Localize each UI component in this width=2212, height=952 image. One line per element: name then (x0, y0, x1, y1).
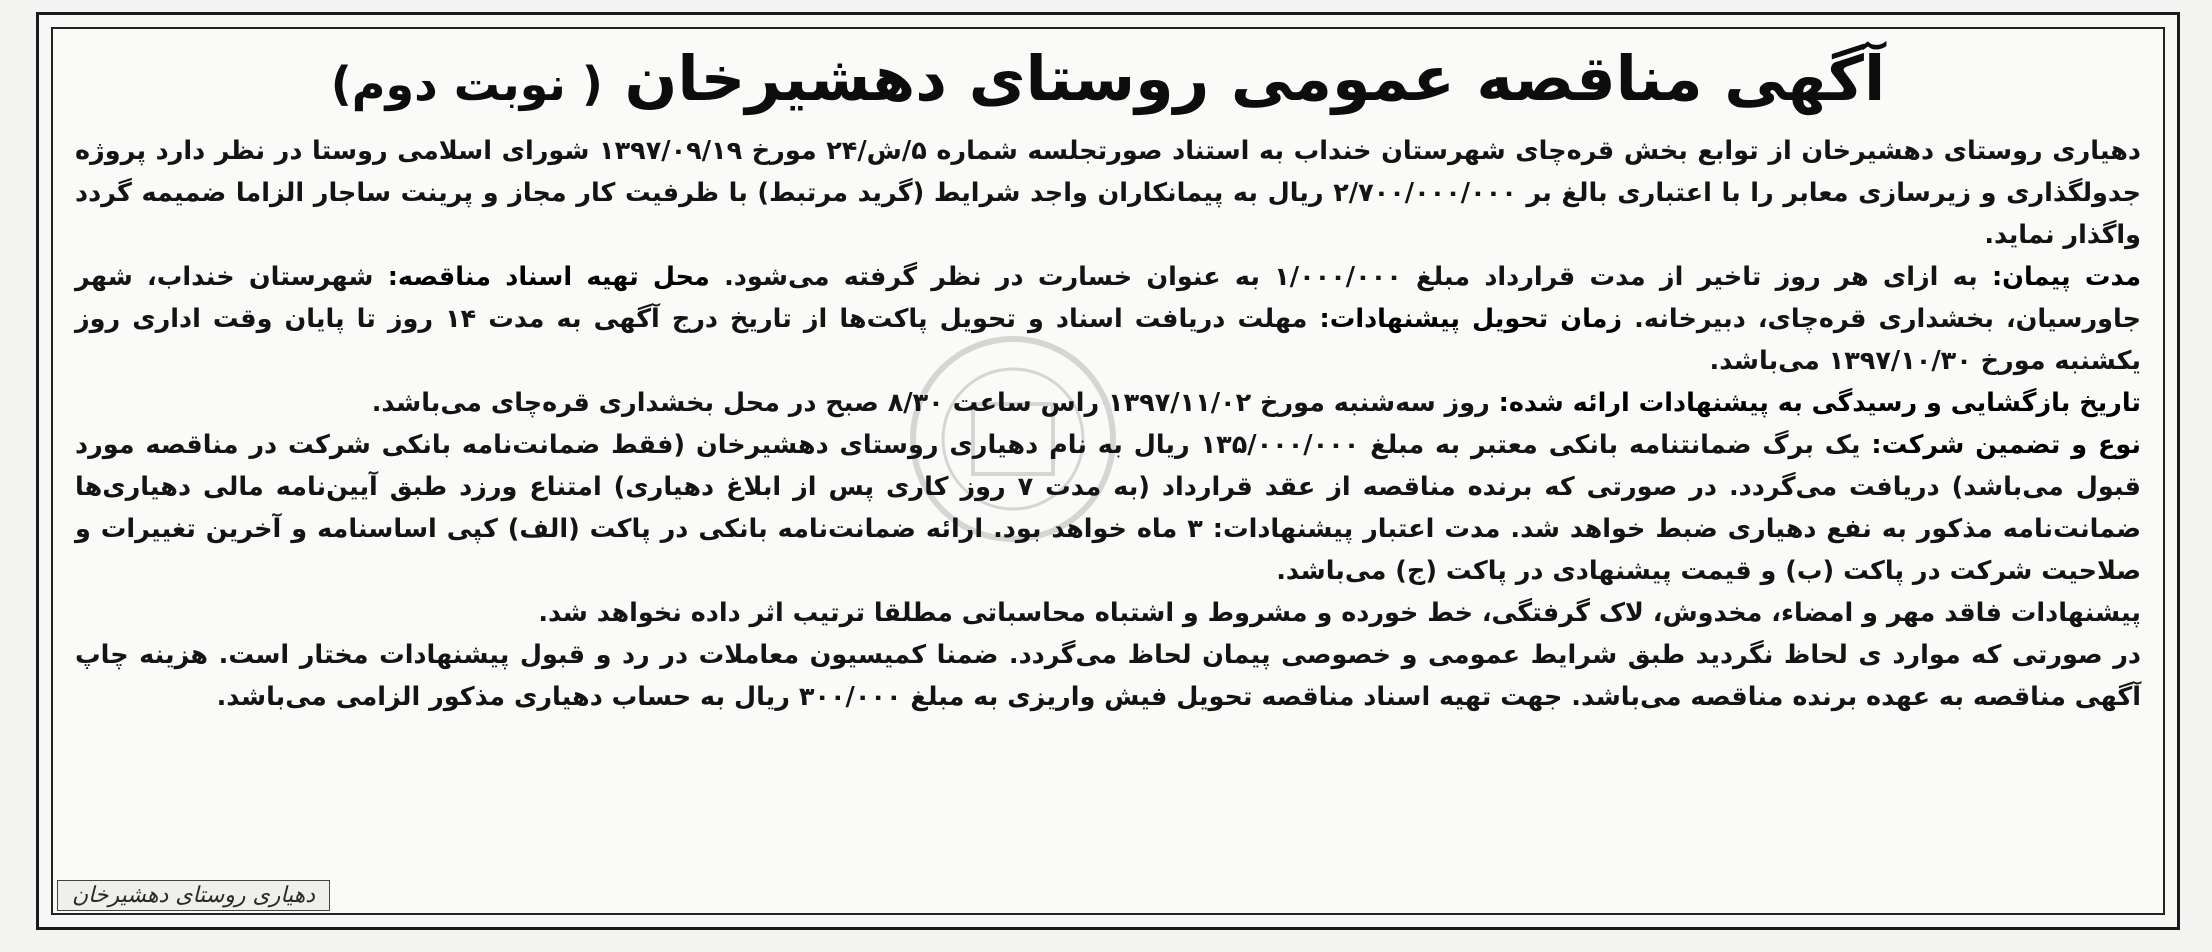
docs-place-label: محل تهیه اسناد مناقصه: (387, 262, 725, 292)
duration-text: به ازای هر روز تاخیر از مدت قرارداد مبلغ ۱/۰۰۰/۰۰۰ به عنوان خسارت در نظر گرفته می‌شود. (724, 262, 1992, 292)
guarantee-label: نوع و تضمین شرکت: (1871, 430, 2141, 460)
closing-paragraph: در صورتی که موارد ی لحاظ نگردید طبق شرایط عمومی و خصوصی پیمان لحاظ می‌گردد. ضمنا کمیسیون معاملات در رد و قبول پیشنهادات مختار است. هزینه چاپ آگهی مناقصه به عهده برنده مناقصه می‌باشد. جهت تهیه اسناد مناقصه تحویل فیش واریزی به مبلغ ۳۰۰/۰۰۰ ریال به حساب دهیاری مذکور الزامی می‌باشد. (75, 640, 2141, 712)
notice-outer-frame (36, 12, 2180, 930)
delivery-text: مهلت دریافت اسناد و تحویل پاکت‌ها از تاریخ درج آگهی به مدت ۱۴ روز تا پایان وقت اداری روز یکشنبه مورخ ۱۳۹۷/۱۰/۳۰ می‌باشد. (75, 304, 2141, 376)
title-main: آگهی مناقصه عمومی روستای دهشیرخان (624, 42, 1886, 115)
title-round: ( نوبت دوم) (330, 57, 603, 111)
duration-paragraph (75, 256, 2141, 382)
notice-content (75, 37, 2141, 905)
intro-paragraph: دهیاری روستای دهشیرخان از توابع بخش قره‌چای شهرستان خنداب به استناد صورتجلسه شماره ۵/ش/۲۴ مورخ ۱۳۹۷/۰۹/۱۹ شورای اسلامی روستا در نظر دارد پروژه جدولگذاری و زیرسازی معابر را با اعتباری بالغ بر ۲/۷۰۰/۰۰۰/۰۰۰ ریال به پیمانکاران واجد شرایط (گرید مرتبط) با ظرفیت کار مجاز و پرینت ساجار الزاما ضمیمه گردد واگذار نماید. (75, 136, 2142, 250)
duration-label: مدت پیمان: (1991, 262, 2142, 292)
guarantee-paragraph (75, 424, 2141, 592)
opening-text: روز سه‌شنبه مورخ ۱۳۹۷/۱۱/۰۲ راس ساعت ۸/۳۰ صبح در محل بخشداری قره‌چای می‌باشد. (371, 388, 1499, 418)
guarantee-text: یک برگ ضمانتنامه بانکی معتبر به مبلغ ۱۳۵/۰۰۰/۰۰۰ ریال به نام دهیاری روستای دهشیرخان (فقط ضمانت‌نامه بانکی شرکت در مناقصه مورد قبول می‌باشد) دریافت می‌گردد. در صورتی که برنده مناقصه از عقد قرارداد (به مدت ۷ روز کاری پس از ابلاغ دهیاری) امتناع ورزد طبق آیین‌نامه مالی دهیاری‌ها ضمانت‌نامه مذکور به نفع دهیاری ضبط خواهد شد. مدت اعتبار پیشنهادات: ۳ ماه خواهد بود. ارائه ضمانت‌نامه بانکی در پاکت (الف) کپی اساسنامه و آخرین تغییرات و صلاحیت شرکت در پاکت (ب) و قیمت پیشنهادی در پاکت (ج) می‌باشد. (75, 430, 2141, 586)
signature-stamp: دهیاری روستای دهشیرخان (57, 880, 330, 911)
delivery-label: زمان تحویل پیشنهادات: (1319, 304, 1635, 334)
notice-inner-frame (51, 27, 2165, 915)
opening-paragraph (75, 382, 2141, 424)
signature-row (57, 880, 330, 911)
docs-place-text: شهرستان خنداب، شهر جاورسیان، بخشداری قره‌چای، دبیرخانه. (75, 262, 2141, 334)
notice-title (75, 37, 2141, 126)
invalid-bids-paragraph: پیشنهادات فاقد مهر و امضاء، مخدوش، لاک گرفتگی، خط خورده و مشروط و اشتباه محاسباتی مطلقا ترتیب اثر داده نخواهد شد. (538, 598, 2141, 628)
opening-label: تاریخ بازگشایی و رسیدگی به پیشنهادات ارائه شده: (1498, 388, 2141, 418)
